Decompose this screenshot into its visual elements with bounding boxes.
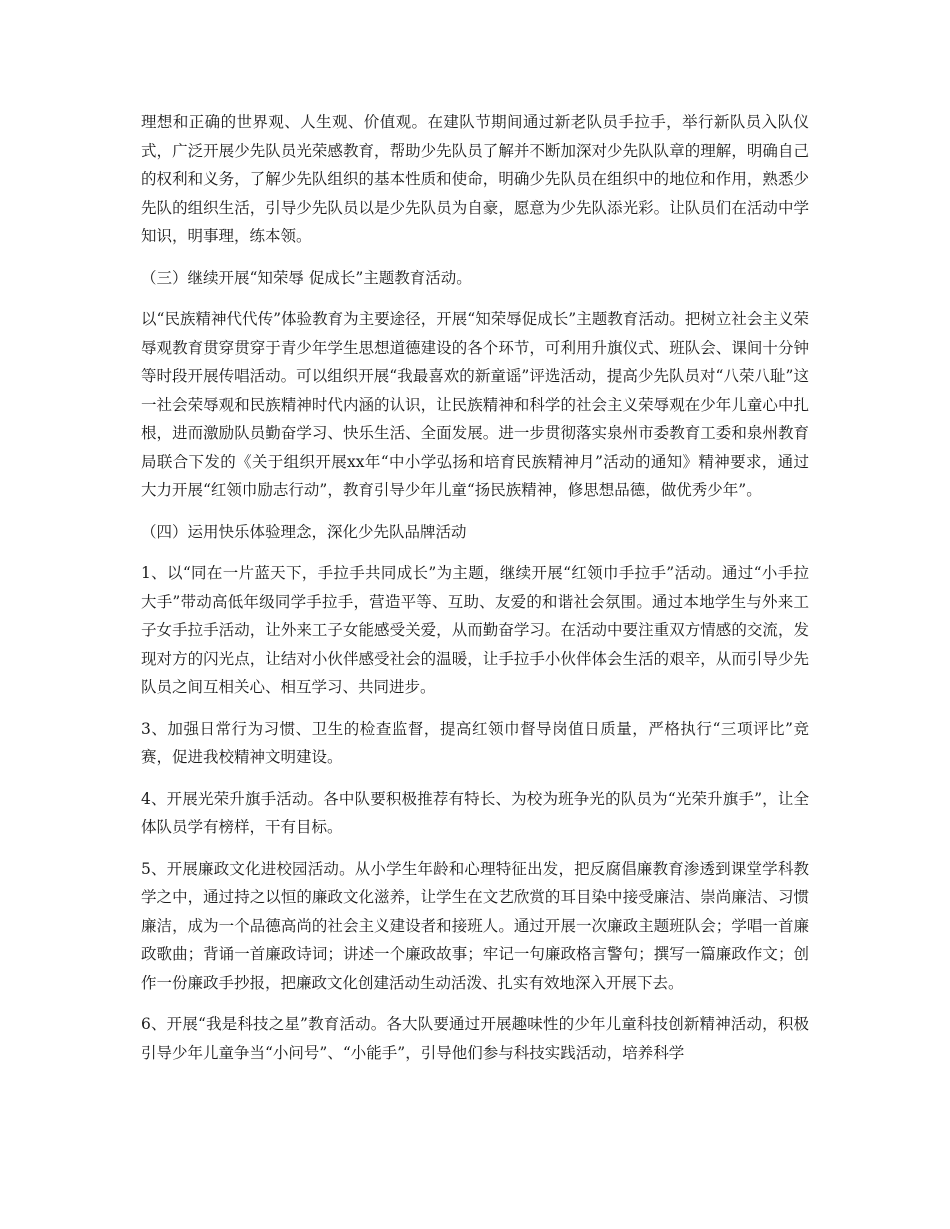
paragraph-item-1: 1、以“同在一片蓝天下，手拉手共同成长”为主题，继续开展“红领巾手拉手”活动。通过“小手拉大手”带动高低年级同学手拉手，营造平等、互助、友爱的和谐社会氛围。通过本地学生与外来工子女手拉手活动，让外来工子女能感受关爱，从而勤奋学习。在活动中要注重双方情感的交流，发现对方的闪光点，让结对小伙伴感受社会的温暖，让手拉手小伙伴体会生活的艰辛，从而引导少先队员之间互相关心、相互学习、共同进步。 xyxy=(141,564,809,696)
section-heading-3: （三）继续开展“知荣辱 促成长”主题教育活动。 xyxy=(141,268,472,287)
section-heading-4: （四）运用快乐体验理念，深化少先队品牌活动 xyxy=(141,522,467,541)
paragraph-item-4: 4、开展光荣升旗手活动。各中队要积极推荐有特长、为校为班争光的队员为“光荣升旗手”，让全体队员学有榜样，干有目标。 xyxy=(141,789,809,836)
paragraph-intro: 理想和正确的世界观、人生观、价值观。在建队节期间通过新老队员手拉手，举行新队员入队仪式，广泛开展少先队员光荣感教育，帮助少先队员了解并不断加深对少先队队章的理解，明确自己的权利和义务，了解少先队组织的基本性质和使命，明确少先队员在组织中的地位和作用，熟悉少先队的组织生活，引导少先队员以是少先队员为自豪，愿意为少先队添光彩。让队员们在活动中学知识，明事理，练本领。 xyxy=(141,113,809,245)
paragraph-section-3: 以“民族精神代代传”体验教育为主要途径，开展“知荣辱促成长”主题教育活动。把树立社会主义荣辱观教育贯穿贯穿于青少年学生思想道德建设的各个环节，可利用升旗仪式、班队会、课间十分钟等时段开展传唱活动。可以组织开展“我最喜欢的新童谣”评选活动，提高少先队员对“八荣八耻”这一社会荣辱观和民族精神时代内涵的认识，让民族精神和科学的社会主义荣辱观在少年儿童心中扎根，进而激励队员勤奋学习、快乐生活、全面发展。进一步贯彻落实泉州市委教育工委和泉州教育局联合下发的《关于组织开展xx年“中小学弘扬和培育民族精神月”活动的通知》精神要求，通过大力开展“红领巾励志行动”，教育引导少年儿童“扬民族精神，修思想品德，做优秀少年”。 xyxy=(141,310,809,499)
paragraph-item-5: 5、开展廉政文化进校园活动。从小学生年龄和心理特征出发，把反腐倡廉教育渗透到课堂学科教学之中，通过持之以恒的廉政文化滋养，让学生在文艺欣赏的耳目染中接受廉洁、崇尚廉洁、习惯廉洁，成为一个品德高尚的社会主义建设者和接班人。通过开展一次廉政主题班队会；学唱一首廉政歌曲；背诵一首廉政诗词；讲述一个廉政故事；牢记一句廉政格言警句；撰写一篇廉政作文；创作一份廉政手抄报，把廉政文化创建活动生动活泼、扎实有效地深入开展下去。 xyxy=(141,859,809,992)
paragraph-item-6: 6、开展“我是科技之星”教育活动。各大队要通过开展趣味性的少年儿童科技创新精神活动，积极引导少年儿童争当“小问号”、“小能手”，引导他们参与科技实践活动，培养科学 xyxy=(141,1015,809,1062)
paragraph-item-3: 3、加强日常行为习惯、卫生的检查监督，提高红领巾督导岗值日质量，严格执行“三项评比”竞赛，促进我校精神文明建设。 xyxy=(141,719,809,766)
document-body xyxy=(141,108,809,1080)
